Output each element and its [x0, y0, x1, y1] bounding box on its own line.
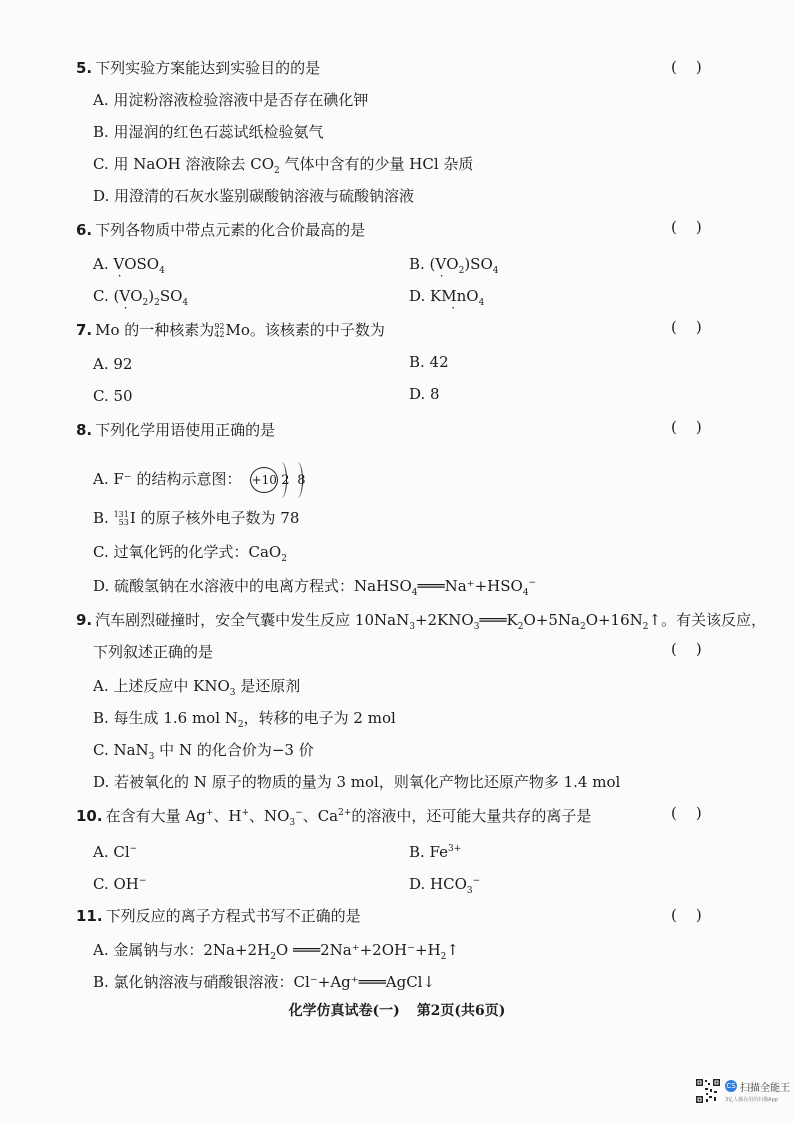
answer-blank: ( ) [671, 640, 702, 658]
page-footer [0, 1000, 794, 1020]
question-8-option-a: A. F⁻ 的结构示意图： +10 2 8 [93, 462, 310, 498]
question-10-option-a: A. Cl− [93, 843, 138, 861]
question-9-stem-line2: 下列叙述正确的是 [93, 643, 214, 661]
question-8-stem: 8. 下列化学用语使用正确的是 [76, 421, 276, 439]
answer-blank: ( ) [671, 218, 702, 236]
question-8-option-c: C. 过氧化钙的化学式：CaO$_2$ [93, 543, 287, 564]
question-6-option-a: A. $V \cdot OSO_4$ [93, 254, 165, 274]
question-5-option-a: A. 用淀粉溶液检验溶液中是否存在碘化钾 [93, 91, 369, 109]
question-8-option-b: B. 131 53 I 的原子核外电子数为 78 [93, 509, 300, 527]
question-5-stem: 5. 下列实验方案能达到实验目的的是 [76, 59, 321, 77]
question-9-option-d: D. 若被氧化的 N 原子的物质的量为 3 mol，则氧化产物比还原产物多 1.4 mol [93, 773, 621, 791]
answer-blank: ( ) [671, 58, 702, 76]
question-10-stem: 10. 在含有大量 Ag+、H+、$NO_3^-$、$Ca^{2+}$的溶液中，还可能大量共存的离子是 [76, 807, 592, 828]
question-6-option-d: D. KMn $\cdot O_4$ [409, 286, 484, 306]
question-6-option-c: C. $(V \cdot O_2)_2SO_4$ [93, 286, 188, 306]
answer-blank: ( ) [671, 418, 702, 436]
scanner-tagline: 3亿人都在用的扫描App [725, 1097, 778, 1103]
question-10-option-d: D. $HCO_3^-$ [409, 875, 481, 896]
answer-blank: ( ) [671, 906, 702, 924]
question-9-stem: 9. 汽车剧烈碰撞时，安全气囊中发生反应 $10NaN_3+2KNO_3═══K_2O+5Na_2O+16N_2↑$。有关该反应， [76, 611, 767, 632]
scanner-logo-icon: CS [726, 1082, 736, 1090]
question-9-option-c: C. NaN$_3$ 中 N 的化合价为−3 价 [93, 741, 314, 762]
question-5-option-d: D. 用澄清的石灰水鉴别碳酸钠溶液与硫酸钠溶液 [93, 187, 415, 205]
question-7-stem: 7. Mo 的一种核素为 92 42 Mo。该核素的中子数为 [76, 321, 385, 339]
answer-blank: ( ) [671, 318, 702, 336]
scanner-brand: 扫描全能王 [740, 1083, 790, 1094]
exam-title: 化学仿真试卷(一) [288, 1003, 400, 1019]
nucleus-circle: +10 [250, 467, 278, 493]
question-6-stem: 6. 下列各物质中带点元素的化合价最高的是 [76, 221, 366, 239]
shell-electrons-2: 8 [297, 473, 306, 488]
question-7-option-a: A. 92 [93, 355, 133, 373]
question-9-option-a: A. 上述反应中 $KNO_3$ 是还原剂 [93, 677, 301, 698]
page-number: 第2页(共6页) [416, 1003, 506, 1019]
question-6-option-b: B. $(V \cdot O_2)SO_4$ [409, 254, 498, 274]
question-8-option-d: D. 硫酸氢钠在水溶液中的电离方程式：$NaHSO_4═══Na^++HSO_4^-$ [93, 577, 537, 598]
question-11-option-b: B. 氯化钠溶液与硝酸银溶液：Cl⁻+Ag⁺═══AgCl↓ [93, 973, 436, 991]
question-5-option-b: B. 用湿润的红色石蕊试纸检验氨气 [93, 123, 324, 141]
qr-code-icon [695, 1078, 721, 1104]
answer-blank: ( ) [671, 804, 702, 822]
question-7-option-d: D. 8 [409, 385, 440, 403]
question-5-option-c: C. 用 NaOH 溶液除去 $CO_2$ 气体中含有的少量 HCl 杂质 [93, 155, 474, 176]
nuclide-notation: 92 42 [214, 322, 225, 339]
question-7-option-c: C. 50 [93, 387, 133, 405]
nuclide-notation: 131 53 [113, 510, 129, 527]
question-11-option-a: A. 金属钠与水：$2Na+2H_2O$ $═══2Na^++2OH^-+H_2↑$ [93, 941, 459, 962]
question-9-option-b: B. 每生成 1.6 mol $N_2$，转移的电子为 2 mol [93, 709, 396, 730]
question-11-stem: 11. 下列反应的离子方程式书写不正确的是 [76, 907, 361, 925]
atomic-structure-diagram [250, 462, 310, 498]
shell-electrons-1: 2 [281, 473, 290, 488]
question-10-option-c: C. OH− [93, 875, 147, 893]
question-7-option-b: B. 42 [409, 353, 449, 371]
question-10-option-b: B. $Fe^{3+}$ [409, 843, 462, 861]
